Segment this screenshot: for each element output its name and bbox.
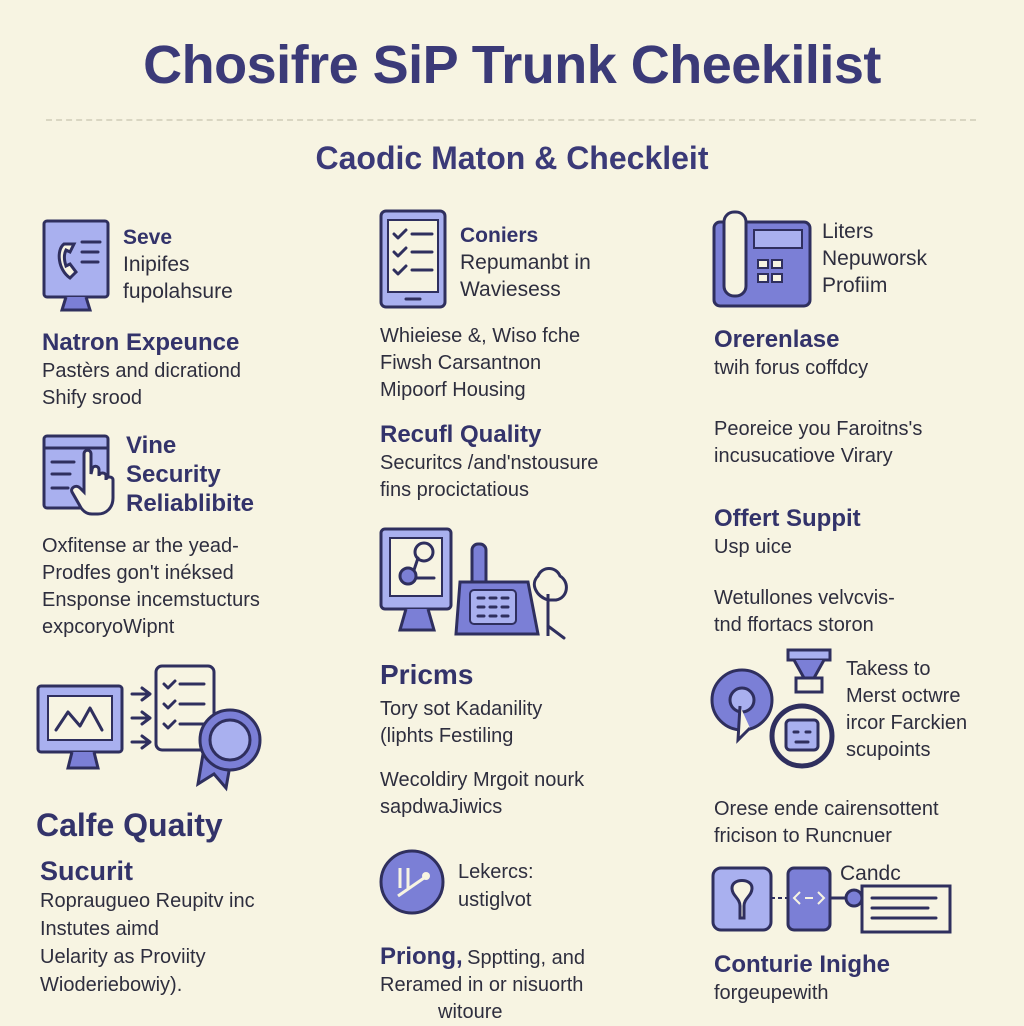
- text-line: Ensponse incemstucturs: [42, 589, 260, 611]
- text-line: Spptting, and: [467, 947, 585, 969]
- paragraph-wireless: [380, 323, 580, 404]
- section-heading: Natron Expeunce: [42, 329, 240, 356]
- feature-text-liters: [822, 218, 927, 299]
- text-line: Pastèrs and dicrationd: [42, 360, 242, 382]
- text-line: ustiglvot: [458, 889, 532, 911]
- text-line: Repumanbt in: [460, 251, 591, 274]
- paragraph-orese: [714, 796, 939, 850]
- text-line: Uelarity as Proviity: [40, 946, 206, 968]
- section-priong: [380, 942, 585, 1026]
- text-line: Shify srood: [42, 387, 143, 409]
- text-line: Orese ende cairensottent: [714, 798, 939, 820]
- text-line: sapdwaJiwics: [380, 796, 503, 818]
- text-line: Liters: [822, 220, 874, 243]
- feature-text-takess: [846, 656, 967, 764]
- text-line: Vine: [126, 432, 177, 459]
- text-line: Waviesess: [460, 278, 561, 301]
- text-line: Instutes aimd: [40, 918, 159, 940]
- paragraph-wetullones: [714, 585, 895, 639]
- text-line: Usp uice: [714, 536, 792, 558]
- text-line: Oxfitense ar the yead-: [42, 535, 239, 557]
- text-line: Profiim: [822, 274, 888, 297]
- text-line: Wecoldiry Mrgoit nourk: [380, 769, 585, 791]
- feature-text-serve: [123, 224, 233, 305]
- text-line: Peoreice you Faroitns's: [714, 418, 923, 440]
- text-line: Fiwsh Carsantnon: [380, 352, 542, 374]
- hand-pointer-icon: [40, 432, 120, 518]
- section-nature-experience: [42, 328, 241, 412]
- section-security: [40, 855, 255, 999]
- desk-phone-icon: [710, 208, 814, 312]
- text-line: ircor Farckien: [846, 712, 968, 734]
- section-recufl-quality: [380, 420, 598, 504]
- text-line: scupoints: [846, 739, 931, 761]
- text-line: Securitcs /and'nstousure: [380, 452, 599, 474]
- text-line: Whieiese &, Wiso fche: [380, 325, 581, 347]
- text-line: twih forus coffdcy: [714, 357, 869, 379]
- text-line: forgeupewith: [714, 982, 829, 1004]
- heading-call-quality: Calfe Quaity: [36, 807, 223, 843]
- text-line: Mipoorf Housing: [380, 379, 526, 401]
- text-line: fricison to Runcnuer: [714, 825, 892, 847]
- text-line: witoure: [438, 1001, 503, 1023]
- text-line: Security: [126, 461, 221, 488]
- feature-text-coniers: [460, 222, 591, 303]
- server-link-icon: [710, 862, 956, 936]
- section-heading: Priong,: [380, 943, 463, 970]
- section-conturie-insight: [714, 950, 890, 1007]
- text-line: Prodfes gon't inéksed: [42, 562, 234, 584]
- text-line: Reliablibite: [126, 490, 255, 517]
- text-line: incusucatiove Virary: [714, 445, 893, 467]
- feature-text-lekercs: [458, 858, 534, 914]
- text-line: Ropraugueo Reupitv inc: [40, 890, 255, 912]
- checklist-tablet-icon: [378, 208, 450, 312]
- paragraph-offense: [42, 533, 260, 641]
- section-heading: Pricms: [380, 659, 474, 690]
- text-line: Seve: [123, 226, 173, 249]
- section-heading: Recufl Quality: [380, 421, 542, 448]
- text-line: tnd ffortacs storon: [714, 614, 874, 636]
- feature-text-candc: Candc: [840, 862, 901, 885]
- gauge-circle-icon: [378, 848, 448, 918]
- paragraph-peoreice: [714, 416, 922, 470]
- section-heading: Orerenlase: [714, 326, 840, 353]
- monitor-phone-plant-icon: [378, 526, 574, 642]
- section-orerenlase: [714, 325, 868, 382]
- text-line: Reramed in or nisuorth: [380, 974, 584, 996]
- text-line: Takess to: [846, 658, 931, 680]
- text-line: Wetullones velvcvis-: [714, 587, 895, 609]
- text-line: fupolahsure: [123, 280, 233, 303]
- page-title: Chosifre SiP Trunk Cheekilist: [143, 35, 881, 95]
- title-divider: [46, 119, 976, 121]
- phone-monitor-icon: [40, 218, 112, 314]
- lamp-support-icon: [710, 648, 836, 778]
- page-subtitle: Caodic Maton & Checkleit: [315, 140, 709, 176]
- text-line: Merst octwre: [846, 685, 961, 707]
- text-line: Nepuworsk: [822, 247, 928, 270]
- text-line: Lekercs:: [458, 861, 534, 883]
- section-pricing: [380, 656, 542, 750]
- feature-text-security: [126, 431, 254, 518]
- text-line: (liphts Festiling: [380, 725, 514, 747]
- text-line: expcoryoWipnt: [42, 616, 175, 638]
- text-line: fins procictatious: [380, 479, 529, 501]
- section-offert-support: [714, 504, 861, 561]
- text-line: Coniers: [460, 224, 539, 247]
- section-heading: Conturie Inighe: [714, 951, 890, 978]
- paragraph-wecoldiry: [380, 767, 584, 821]
- section-heading: Sucurit: [40, 856, 134, 886]
- text-line: Tory sot Kadanility: [380, 698, 543, 720]
- section-heading: Offert Suppit: [714, 505, 861, 532]
- text-line: Wioderiebowiy).: [40, 974, 183, 996]
- text-line: Inipifes: [123, 253, 190, 276]
- monitor-checklist-badge-icon: [36, 664, 266, 790]
